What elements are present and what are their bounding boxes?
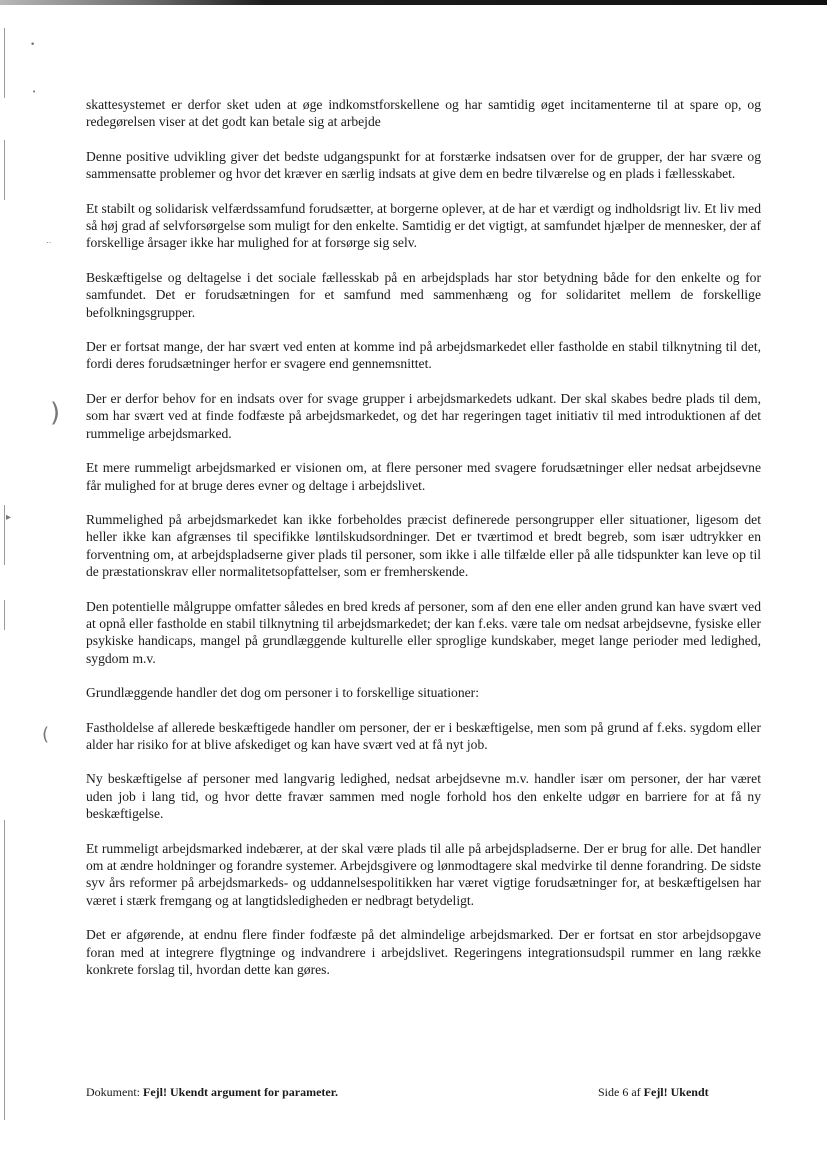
scan-margin-line <box>4 505 5 565</box>
footer-page-error: Fejl! Ukendt <box>643 1085 709 1099</box>
body-paragraph: skattesystemet er derfor sket uden at øge indkomstforskellene og har samtidig øget incitamenterne til at spare op, og redegørelsen viser at det godt kan betale sig at arbejde <box>86 97 761 130</box>
body-paragraph: Grundlæggende handler det dog om personer i to forskellige situationer: <box>86 685 479 701</box>
body-paragraph: Fastholdelse af allerede beskæftigede handler om personer, der er i beskæftigelse, men som på grund af f.eks. sygdom eller alder har risiko for at blive afskediget og kan have svært ved at få nyt job. <box>86 719 761 752</box>
footer-page-label: Side 6 af <box>598 1085 644 1099</box>
scan-bracket-mark: ) <box>50 398 61 428</box>
body-paragraph: Rummelighed på arbejdsmarkedet kan ikke forbeholdes præcist definerede persongrupper eller situationer, ligesom det heller ikke kan afgrænses til specifikke løntilskudsordninger. Det er tværtimod et bredt begreb, som især udtrykker en forventning om, at arbejdspladserne giver plads til personer, som ikke i alle tilfælde eller på alle tidspunkter kan leve op til de præstationskrav eller normalitetsopfattelser, som er fremherskende. <box>86 511 761 580</box>
scan-speck: • <box>30 40 36 50</box>
scan-speck: ‥ <box>46 236 52 245</box>
footer-document-label: Dokument: <box>86 1085 143 1099</box>
scan-speck: • <box>32 88 37 96</box>
scan-margin-line <box>4 600 5 630</box>
scan-margin-line <box>4 28 5 98</box>
footer-page-number <box>598 1085 709 1100</box>
document-body <box>86 96 761 995</box>
body-paragraph: Den potentielle målgruppe omfatter således en bred kreds af personer, som af den ene eller anden grund kan have svært ved at opnå eller fastholde en stabil tilknytning til arbejdsmarkedet; der kan f.eks. være tale om nedsat arbejdsevne, fysiske eller psykiske handicaps, mangel på grundlæggende kulturelle eller sproglige kundskaber, meget lange perioder med ledighed, sygdom m.v. <box>86 598 761 666</box>
footer-document-error: Fejl! Ukendt argument for parameter. <box>143 1085 338 1099</box>
scan-top-edge <box>0 0 827 5</box>
body-paragraph: Ny beskæftigelse af personer med langvarig ledighed, nedsat arbejdsevne m.v. handler især om personer, der har været uden job i lang tid, og hvor dette fravær sammen med nogle forhold hos den enkelte udgør en barriere for at få ny beskæftigelse. <box>86 771 761 822</box>
body-paragraph: Der er derfor behov for en indsats over for svage grupper i arbejdsmarkedets udkant. Der skal skabes bedre plads til dem, som har svært ved at finde fodfæste på arbejdsmarkedet, og det har regeringen taget initiativ til med introduktionen af det rummelige arbejdsmarked. <box>86 390 761 441</box>
body-paragraph: Det er afgørende, at endnu flere finder fodfæste på det almindelige arbejdsmarked. Der er fortsat en stor arbejdsopgave foran med at integrere flygtninge og indvandrere i arbejdslivet. Regeringens integrationsudspil rummer en lang række konkrete forslag til, hvordan dette kan gøres. <box>86 927 761 978</box>
body-paragraph: Beskæftigelse og deltagelse i det sociale fællesskab på en arbejdsplads har stor betydning både for den enkelte og for samfundet. Det er forudsætningen for et samfund med sammenhæng og for solidaritet mellem de forskellige befolkningsgrupper. <box>86 269 761 320</box>
scan-bracket-mark: ( <box>42 724 50 745</box>
body-paragraph: Et mere rummeligt arbejdsmarked er visionen om, at flere personer med svagere forudsætninger eller nedsat arbejdsevne får mulighed for at bruge deres evner og deltage i arbejdslivet. <box>86 460 761 493</box>
body-paragraph: Denne positive udvikling giver det bedste udgangspunkt for at forstærke indsatsen over for de grupper, der har svære og sammensatte problemer og hvor det kræver en særlig indsats at give dem en bedre tilværelse og en plads i fællesskabet. <box>86 148 761 182</box>
body-paragraph: Et stabilt og solidarisk velfærdssamfund forudsætter, at borgerne oplever, at de har et værdigt og indholdsrigt liv. Et liv med så høj grad af selvforsørgelse som muligt for den enkelte. Samtidig er det vigtigt, at samfundet hjælper de mennesker, der af forskellige årsager ikke har mulighed for at forsørge sig selv. <box>86 200 761 251</box>
scan-margin-line <box>4 820 5 1120</box>
body-paragraph: Et rummeligt arbejdsmarked indebærer, at der skal være plads til alle på arbejdspladserne. Der er brug for alle. Det handler om at ændre holdninger og forandre systemer. Arbejdsgivere og lønmodtagere skal medvirke til denne forandring. De sidste syv års reformer på arbejdsmarkeds- og uddannelsespolitikken har været vigtige forudsætninger for, at beskæftigelsen har været i stærk fremgang og at langtidsledigheden er nedbragt betydeligt. <box>86 840 761 908</box>
scan-margin-line <box>4 140 5 200</box>
footer-document-field <box>86 1085 416 1100</box>
body-paragraph: Der er fortsat mange, der har svært ved enten at komme ind på arbejdsmarkedet eller fastholde en stabil tilknytning til det, fordi deres forudsætninger herfor er svagere end gennemsnittet. <box>86 339 761 372</box>
scan-speck: ▸ <box>6 512 12 523</box>
